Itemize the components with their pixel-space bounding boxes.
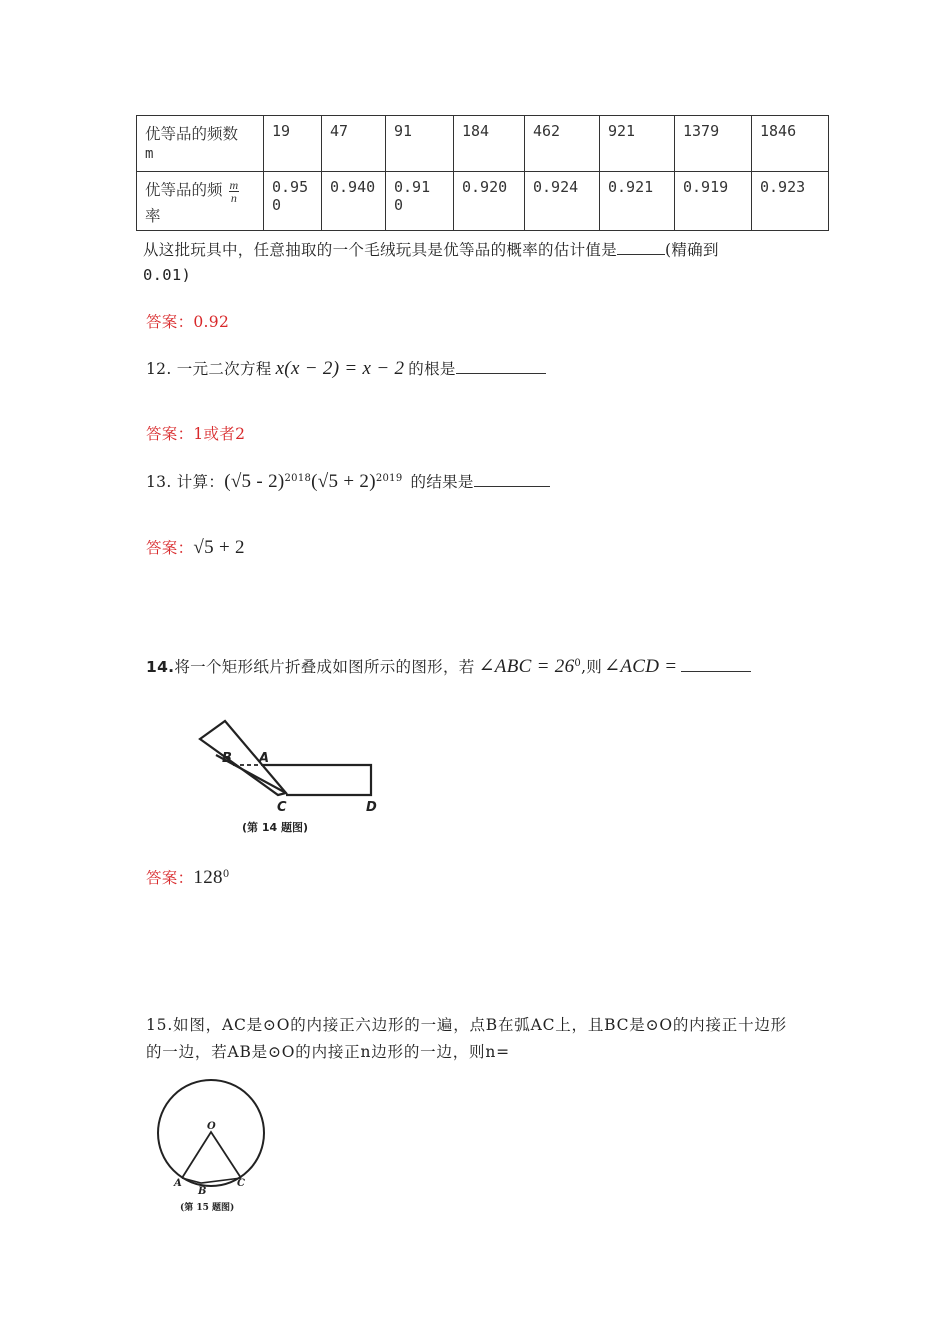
- q14-angle-ask: ∠ACD =: [604, 656, 678, 677]
- q14-question: [146, 655, 751, 678]
- cell-line: 0.920: [462, 178, 508, 196]
- fraction-numerator: m: [229, 177, 239, 192]
- table-cell: 47: [322, 116, 386, 172]
- label-O: O: [207, 1121, 216, 1132]
- table-cell: 921: [600, 116, 675, 172]
- q13-suffix: 的结果是: [410, 473, 474, 491]
- q13-prefix: 13. 计算：: [146, 473, 225, 491]
- cell-line: 0.940: [330, 178, 376, 196]
- table-cell: [525, 172, 600, 231]
- table-cell: 19: [264, 116, 322, 172]
- q11-line2: 0.01): [143, 266, 192, 284]
- label-C: C: [237, 1178, 245, 1189]
- q13-expr2: (√5 + 2): [311, 471, 376, 492]
- q14-ask-prefix: ,则: [581, 658, 603, 676]
- q13-expr1: (√5 - 2): [224, 471, 285, 492]
- answer-blank: [474, 471, 550, 487]
- row1-label-suffix: m: [145, 146, 154, 162]
- cell-line: 0.921: [608, 178, 654, 196]
- table-cell: [322, 172, 386, 231]
- fraction-denominator: n: [230, 190, 237, 205]
- label-A: A: [174, 1178, 182, 1189]
- q13-answer-math: √5 + 2: [193, 537, 245, 558]
- cell-line: 0.95: [272, 178, 309, 196]
- q14-figure: [190, 715, 410, 840]
- q12-equation: x(x − 2) = x − 2: [275, 358, 405, 379]
- table-cell: 462: [525, 116, 600, 172]
- table-cell: 1846: [752, 116, 829, 172]
- cell-line: 0.919: [683, 178, 729, 196]
- table-cell: 1379: [675, 116, 752, 172]
- q13-question: [146, 470, 550, 493]
- table-cell: 91: [386, 116, 454, 172]
- q13-exp1: 2018: [284, 472, 312, 484]
- degree-sup: 0: [574, 657, 582, 669]
- row2-label: 优等品的频: [145, 181, 223, 199]
- q11-text: 从这批玩具中，任意抽取的一个毛绒玩具是优等品的概率的估计值是: [143, 241, 618, 259]
- q12-prefix: 12. 一元二次方程: [146, 360, 272, 378]
- answer-label: 答案：: [146, 869, 194, 887]
- q11-line1: [143, 238, 719, 260]
- row1-label: 优等品的频数: [145, 125, 239, 143]
- label-B: B: [222, 751, 232, 766]
- triangle-sides: [182, 1132, 241, 1178]
- row2-label-cell: [137, 172, 264, 231]
- label-B: B: [198, 1186, 207, 1197]
- table-row: [137, 116, 829, 172]
- figure-caption: (第 14 题图): [242, 821, 309, 834]
- q14-answer: [146, 866, 229, 889]
- degree-sup: 0: [222, 868, 230, 880]
- q15-figure: [150, 1078, 275, 1218]
- answer-blank: [681, 656, 751, 672]
- cell-line: 0: [394, 196, 404, 214]
- q13-exp2: 2019: [375, 472, 403, 484]
- table-cell: [675, 172, 752, 231]
- answer-blank: [456, 358, 546, 374]
- label-C: C: [277, 800, 287, 815]
- q11-text-end: (精确到: [665, 241, 719, 259]
- answer-blank: [617, 239, 665, 255]
- q15-line2: 的一边，若AB是⊙O的内接正n边形的一边，则n=: [146, 1043, 510, 1061]
- label-D: D: [366, 800, 377, 815]
- m-over-n-fraction: [229, 179, 240, 204]
- answer-label: 答案：: [146, 539, 194, 557]
- q12-answer: 答案：1或者2: [146, 425, 246, 443]
- table-cell: 184: [454, 116, 525, 172]
- cell-line: 0.923: [760, 178, 806, 196]
- q14-answer-value: 128: [193, 867, 223, 888]
- table-row: [137, 172, 829, 231]
- figure-caption: (第 15 题图): [180, 1203, 235, 1213]
- table-cell: [752, 172, 829, 231]
- q12-suffix: 的根是: [408, 360, 456, 378]
- q13-answer: [146, 536, 245, 559]
- label-A: A: [259, 751, 270, 766]
- folded-strip: [200, 721, 286, 795]
- row1-label-cell: [137, 116, 264, 172]
- table-cell: [454, 172, 525, 231]
- q15-line1: 15.如图，AC是⊙O的内接正六边形的一遍，点B在弧AC上，且BC是⊙O的内接正十边形: [146, 1016, 787, 1034]
- q14-text: 将一个矩形纸片折叠成如图所示的图形，若: [174, 658, 475, 676]
- row2-label-suffix: 率: [145, 206, 161, 225]
- q14-angle-given: ∠ABC = 26: [478, 656, 575, 677]
- q11-answer: 答案：0.92: [146, 313, 230, 331]
- cell-line: 0.91: [394, 178, 431, 196]
- table-cell: [264, 172, 322, 231]
- q12-question: [146, 357, 546, 380]
- cell-line: 0.924: [533, 178, 579, 196]
- cell-line: 0: [272, 196, 282, 214]
- table-cell: [600, 172, 675, 231]
- q14-number: 14.: [146, 658, 175, 676]
- frequency-table: [136, 115, 829, 231]
- table-cell: [386, 172, 454, 231]
